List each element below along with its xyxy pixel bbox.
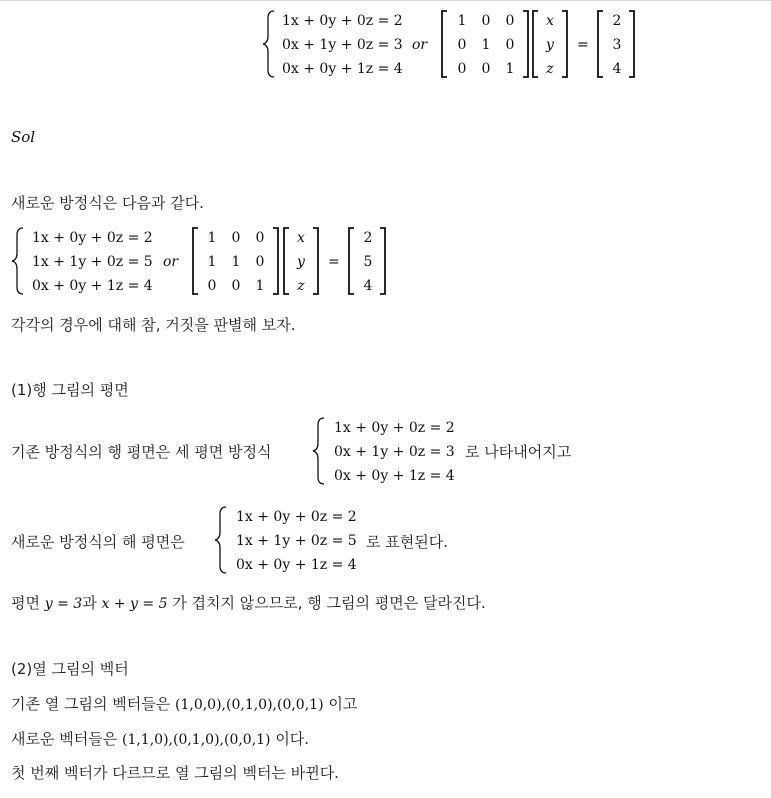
sec1-orig-eq-1: 1x + 0y + 0z = 2 (334, 420, 455, 436)
sec2-line3: 첫 번째 벡터가 다르므로 열 그림의 벡터는 바뀐다. (11, 764, 339, 782)
sec1-orig-suffix: 로 나타내어지고 (465, 443, 572, 461)
second-rhs-left-bracket-icon (347, 227, 355, 295)
second-rhs-0: 2 (363, 230, 373, 246)
top-rhs-1: 3 (612, 37, 622, 53)
top-rhs-right-bracket-icon (628, 10, 636, 78)
top-matrix (450, 12, 522, 78)
top-matrix-right-bracket-icon (522, 10, 530, 78)
top-vars-left-bracket-icon (531, 10, 539, 78)
top-eq-2: 0x + 1y + 0z = 3 (282, 37, 403, 53)
judge-text: 각각의 경우에 대해 참, 거짓을 판별해 보자. (11, 316, 296, 334)
top-m-1-0: 0 (457, 37, 467, 53)
sec1-new-prefix: 새로운 방정식의 해 평면은 (11, 533, 185, 551)
sec2-line2-prefix: 새로운 벡터들은 (11, 730, 118, 748)
top-rhs (606, 12, 628, 78)
sec1-new-eq-2: 1x + 1y + 0z = 5 (236, 533, 357, 549)
sec1-conclusion-m1: y = 3 (44, 596, 83, 612)
second-m-1-1: 1 (231, 254, 241, 270)
second-m-2-2: 1 (255, 278, 265, 294)
sec2-title: (2)열 그림의 벡터 (11, 660, 129, 678)
top-m-2-0: 0 (457, 61, 467, 77)
top-var-x: x (546, 13, 554, 29)
sec2-line1-math: (1,0,0),(0,1,0),(0,0,1) (175, 697, 324, 713)
top-rhs-left-bracket-icon (596, 10, 604, 78)
sec1-conclusion-m2: x + y = 5 (101, 596, 168, 612)
top-eq-1: 1x + 0y + 0z = 2 (282, 13, 403, 29)
second-or: or (163, 254, 179, 270)
top-or: or (412, 37, 428, 53)
second-equals: = (328, 254, 340, 270)
top-m-1-2: 0 (505, 37, 515, 53)
second-rhs-1: 5 (363, 254, 373, 270)
sec1-conclusion-p1: 평면 (11, 594, 40, 612)
second-m-0-2: 0 (255, 230, 265, 246)
top-matrix-left-bracket-icon (440, 10, 448, 78)
sec2-line2 (11, 728, 309, 749)
top-m-0-2: 0 (505, 13, 515, 29)
sec1-orig-prefix: 기존 방정식의 행 평면은 세 평면 방정식 (11, 443, 272, 461)
top-m-2-2: 1 (505, 61, 515, 77)
top-m-1-1: 1 (481, 37, 491, 53)
top-m-2-1: 0 (481, 61, 491, 77)
second-rhs-2: 4 (363, 278, 373, 294)
second-vars (291, 229, 311, 295)
top-divider (0, 0, 771, 1)
top-equals: = (577, 37, 589, 53)
sec2-line1-suffix: 이고 (328, 695, 358, 713)
left-brace-icon (262, 10, 276, 78)
sec2-line2-math: (1,1,0),(0,1,0),(0,0,1) (121, 732, 271, 748)
second-matrix-right-bracket-icon (272, 227, 280, 295)
sec1-conclusion-p2: 과 (82, 594, 97, 612)
second-eq-3: 0x + 0y + 1z = 4 (32, 278, 153, 294)
second-eq-2: 1x + 1y + 0z = 5 (32, 254, 153, 270)
sec2-line2-suffix: 이다. (275, 730, 310, 748)
sec1-conclusion-p3: 가 겹치지 않으므로, 행 그림의 평면은 달라진다. (172, 594, 486, 612)
second-m-0-1: 0 (231, 230, 241, 246)
second-matrix (200, 229, 272, 295)
top-m-0-1: 0 (481, 13, 491, 29)
new-intro-text: 새로운 방정식은 다음과 같다. (11, 194, 204, 212)
top-eq-3: 0x + 0y + 1z = 4 (282, 61, 403, 77)
second-var-y: y (297, 254, 305, 270)
top-m-0-0: 1 (457, 13, 467, 29)
top-vars-right-bracket-icon (561, 10, 569, 78)
left-brace-icon (312, 417, 326, 485)
sec1-new-eq-3: 0x + 0y + 1z = 4 (236, 557, 357, 573)
second-var-z: z (297, 278, 305, 294)
second-rhs (357, 229, 379, 295)
second-eq-1: 1x + 0y + 0z = 2 (32, 230, 153, 246)
second-rhs-right-bracket-icon (379, 227, 387, 295)
second-m-1-2: 0 (255, 254, 265, 270)
sec2-line1-prefix: 기존 열 그림의 벡터들은 (11, 695, 171, 713)
sec1-new-eq-1: 1x + 0y + 0z = 2 (236, 509, 357, 525)
left-brace-icon (214, 506, 228, 574)
top-vars (540, 12, 560, 78)
sec1-conclusion (11, 592, 486, 613)
second-m-0-0: 1 (207, 230, 217, 246)
second-matrix-left-bracket-icon (191, 227, 199, 295)
second-vars-right-bracket-icon (312, 227, 320, 295)
second-vars-left-bracket-icon (282, 227, 290, 295)
top-var-y: y (546, 37, 554, 53)
second-m-1-0: 1 (207, 254, 217, 270)
top-rhs-2: 4 (612, 61, 622, 77)
sec1-orig-eq-2: 0x + 1y + 0z = 3 (334, 444, 455, 460)
sec1-orig-eq-3: 0x + 0y + 1z = 4 (334, 468, 455, 484)
sec1-new-suffix: 로 표현된다. (366, 533, 448, 551)
sec1-title: (1)행 그림의 평면 (11, 381, 129, 399)
top-rhs-0: 2 (612, 13, 622, 29)
second-m-2-0: 0 (207, 278, 217, 294)
top-var-z: z (546, 61, 554, 77)
left-brace-icon (11, 227, 25, 295)
second-m-2-1: 0 (231, 278, 241, 294)
second-var-x: x (297, 230, 305, 246)
sol-label: Sol (11, 128, 36, 146)
sec2-line1 (11, 693, 357, 714)
